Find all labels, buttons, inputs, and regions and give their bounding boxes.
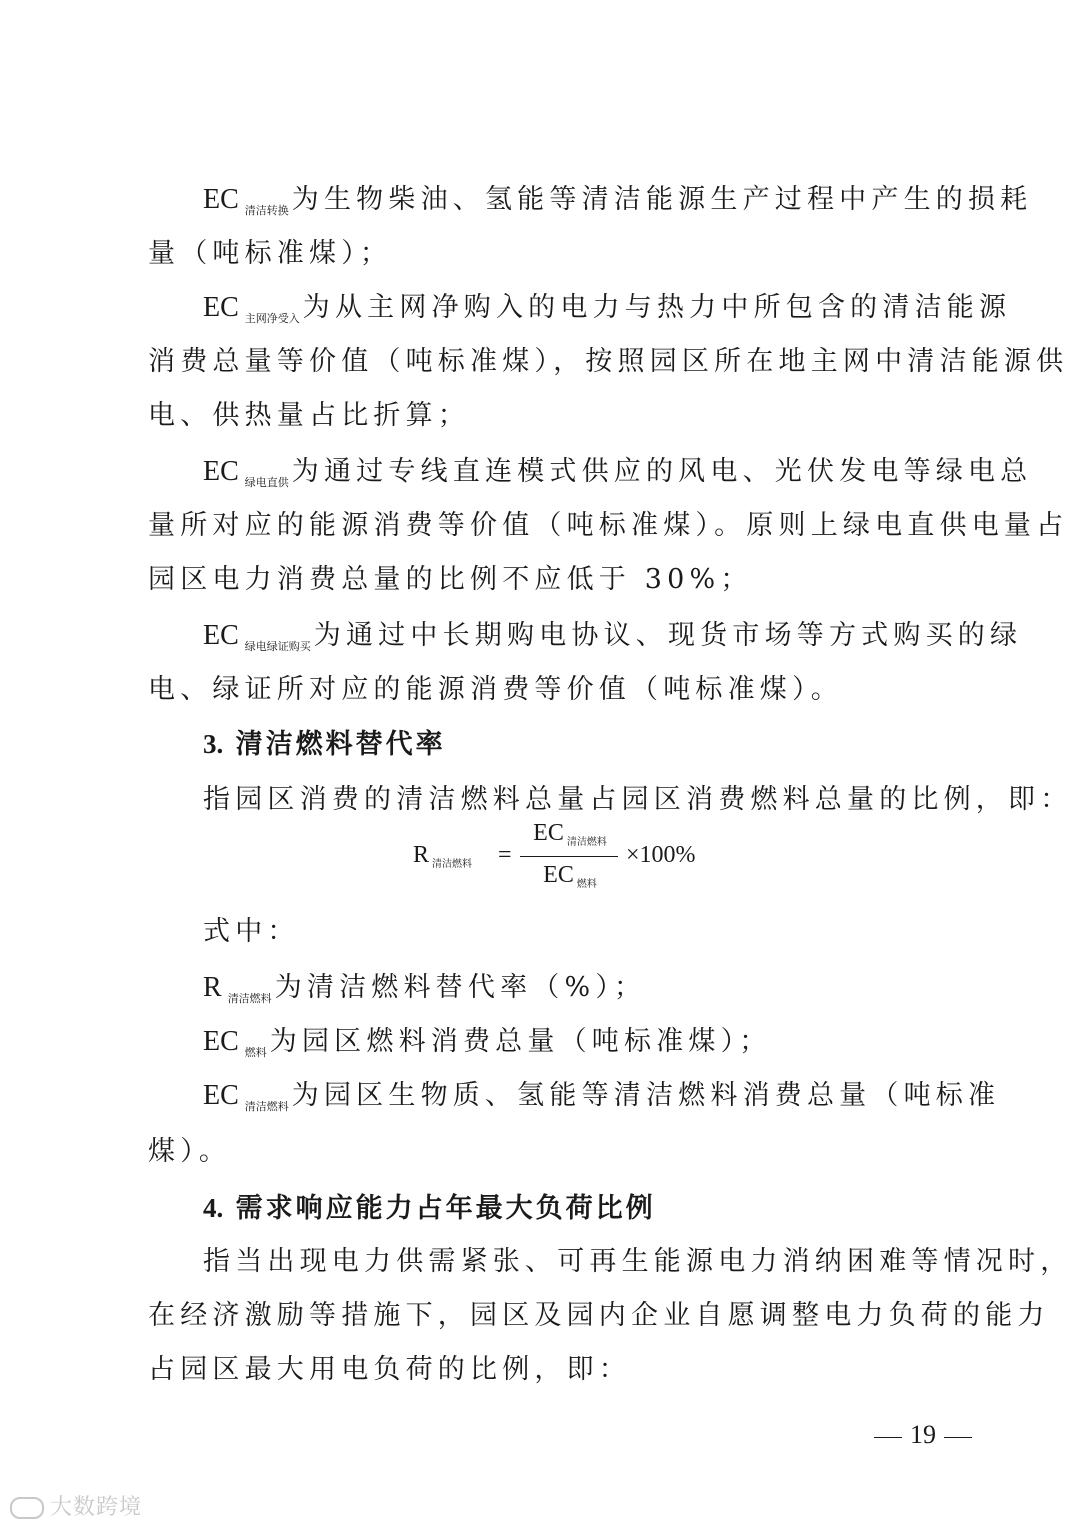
- footer-dash: [874, 1437, 902, 1438]
- paragraph-line: 电、绿证所对应的能源消费等价值（吨标准煤）。: [148, 674, 843, 705]
- section-heading: [203, 1190, 966, 1227]
- paragraph-line: [203, 182, 1033, 223]
- symbol: EC: [203, 184, 239, 215]
- formula-numerator: [520, 820, 620, 847]
- line-text: 为通过专线直连模式供应的风电、光伏发电等绿电总: [291, 456, 1033, 487]
- paragraph-line: 量所对应的能源消费等价值（吨标准煤）。原则上绿电直供电量占: [148, 510, 1069, 541]
- line-text: 为园区生物质、氢能等清洁燃料消费总量（吨标准: [291, 1080, 1001, 1111]
- footer-dash: [944, 1437, 972, 1438]
- section-number: 3.: [203, 729, 224, 759]
- page-footer: [866, 1420, 980, 1450]
- symbol: R: [203, 972, 222, 1003]
- line-text: 为生物柴油、氢能等清洁能源生产过程中产生的损耗: [291, 184, 1033, 215]
- formula-multiplier: ×100%: [626, 842, 696, 868]
- subscript: 绿电直供: [244, 476, 289, 489]
- symbol: EC: [203, 292, 239, 323]
- paragraph-line: 指当出现电力供需紧张、可再生能源电力消纳困难等情况时，: [203, 1246, 1073, 1277]
- paragraph-line: 量（吨标准煤）；: [148, 238, 393, 269]
- paragraph-line: [203, 454, 1033, 495]
- paragraph-line: [203, 970, 966, 1011]
- formula-lhs-subscript: 清洁燃料: [432, 859, 473, 870]
- line-text: 为清洁燃料替代率（%）；: [274, 972, 647, 1003]
- subscript: 清洁燃料: [244, 1100, 289, 1113]
- fraction-bar: [520, 856, 618, 857]
- section-number: 4.: [203, 1193, 224, 1223]
- symbol: EC: [203, 1080, 239, 1111]
- line-text: 为通过中长期购电协议、现货市场等方式购买的绿: [313, 620, 1023, 651]
- paragraph-line: 式中：: [203, 916, 300, 947]
- formula-equals: =: [498, 842, 512, 868]
- formula-numerator-subscript: 清洁燃料: [566, 837, 607, 848]
- paragraph-line: 煤）。: [148, 1136, 232, 1167]
- section-heading: [203, 726, 966, 763]
- symbol: EC: [203, 456, 239, 487]
- subscript: 燃料: [244, 1046, 267, 1059]
- paragraph-line: [203, 1024, 966, 1065]
- paragraph-line: 园区电力消费总量的比例不应低于 30%；: [148, 564, 753, 595]
- paragraph-line: 消费总量等价值（吨标准煤），按照园区所在地主网中清洁能源供: [148, 346, 1069, 377]
- symbol: EC: [203, 620, 239, 651]
- paragraph-line: 电、供热量占比折算；: [148, 400, 470, 431]
- line-text: 为园区燃料消费总量（吨标准煤）；: [269, 1026, 772, 1057]
- subscript: 主网净受入: [244, 312, 300, 325]
- watermark: [10, 1490, 142, 1521]
- paragraph-line: [203, 290, 1012, 331]
- formula-lhs: [413, 842, 472, 869]
- formula-lhs-symbol: R: [413, 842, 430, 868]
- paragraph-line: [203, 618, 1023, 659]
- line-text: 为从主网净购入的电力与热力中所包含的清洁能源: [302, 292, 1012, 323]
- formula-denominator-symbol: EC: [543, 862, 574, 888]
- paragraph-line: [203, 1078, 1001, 1119]
- watermark-text: 大数跨境: [50, 1495, 143, 1520]
- paragraph-line: 占园区最大用电负荷的比例，即：: [148, 1354, 631, 1385]
- paragraph-line: 在经济激励等措施下，园区及园内企业自愿调整电力负荷的能力: [148, 1300, 1050, 1331]
- formula-numerator-symbol: EC: [533, 820, 564, 846]
- formula-denominator: [520, 862, 620, 889]
- paragraph-line: 指园区消费的清洁燃料总量占园区消费燃料总量的比例，即：: [203, 784, 1073, 815]
- watermark-logo-icon: [10, 1497, 44, 1519]
- symbol: EC: [203, 1026, 239, 1057]
- subscript: 绿电绿证购买: [244, 640, 311, 653]
- subscript: 清洁燃料: [227, 992, 272, 1005]
- section-title: 需求响应能力占年最大负荷比例: [235, 1193, 656, 1224]
- page-number: 19: [910, 1420, 936, 1449]
- section-title: 清洁燃料替代率: [235, 729, 446, 760]
- subscript: 清洁转换: [244, 204, 289, 217]
- formula-denominator-subscript: 燃料: [576, 879, 597, 890]
